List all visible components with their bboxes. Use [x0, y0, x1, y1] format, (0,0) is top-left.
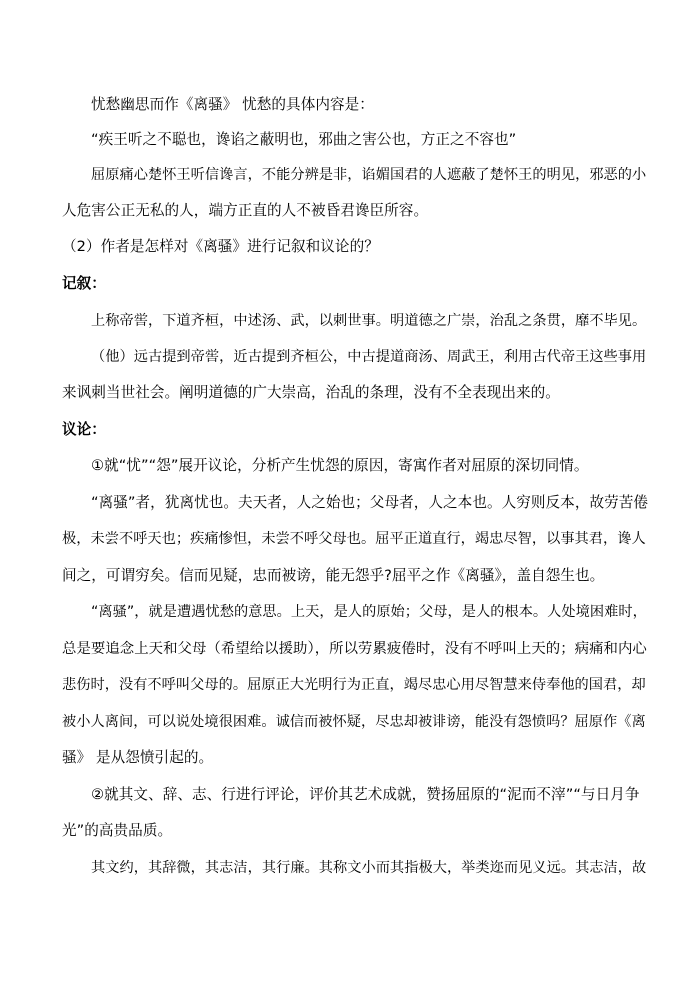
paragraph-line: 极，未尝不呼天也；疾痛惨怛，未尝不呼父母也。屈平正道直行，竭忠尽智，以事其君，谗人 — [62, 531, 646, 547]
question-heading: （2）作者是怎样对《离骚》进行记叙和议论的？ — [62, 238, 379, 255]
paragraph-line: 来讽刺当世社会。阐明道德的广大崇高，治乱的条理，没有不全表现出来的。 — [62, 384, 560, 401]
paragraph-line: 光”的高贵品质。 — [62, 822, 173, 839]
paragraph-line: 人危害公正无私的人，端方正直的人不被昏君谗臣所容。 — [62, 202, 429, 219]
paragraph-line: “离骚”者，犹离忧也。夫天者，人之始也；父母者，人之本也。人穷则反本，故劳苦倦 — [91, 494, 649, 511]
paragraph-line: （他）远古提到帝喾，近古提到齐桓公，中古提道商汤、周武王，利用古代帝王这些事用 — [91, 349, 647, 365]
paragraph-line: 其文约，其辞微，其志洁，其行廉。其称文小而其指极大，举类迩而见义远。其志洁，故 — [91, 860, 647, 876]
paragraph-line: ②就其文、辞、志、行进行评论，评价其艺术成就，赞扬屈原的“泥而不滓”“与日月争 — [91, 786, 640, 803]
paragraph-line: 悲伤时，没有不呼叫父母的。屈原正大光明行为正直，竭尽忠心用尽智慧来侍奉他的国君，却 — [62, 677, 646, 693]
paragraph-line: 骚》 是从怨愤引起的。 — [62, 749, 214, 766]
paragraph-line: 屈原痛心楚怀王听信谗言，不能分辨是非，谄媚国君的人遮蔽了楚怀王的明见，邪恶的小 — [91, 167, 647, 183]
paragraph-line: 间之，可谓穷矣。信而见疑，忠而被谤，能无怨乎?屈平之作《离骚》，盖自怨生也。 — [62, 567, 605, 584]
paragraph-line: “离骚”，就是遭遇忧愁的意思。上天，是人的原始；父母，是人的根本。人处境困难时， — [91, 604, 647, 620]
paragraph-line: 总是要追念上天和父母（希望给以援助），所以劳累疲倦时，没有不呼叫上天的；病痛和内心 — [62, 641, 647, 657]
paragraph-line: 忧愁幽思而作《离骚》 忧愁的具体内容是： — [91, 96, 374, 113]
paragraph-line: ①就“忧”“怨”展开议论，分析产生忧怨的原因，寄寓作者对屈原的深切同情。 — [91, 457, 589, 474]
quote-line: “疾王听之不聪也，谗谄之蔽明也，邪曲之害公也，方正之不容也” — [91, 131, 517, 148]
paragraph-line: 被小人离间，可以说处境很困难。诚信而被怀疑，尽忠却被诽谤，能没有怨愤吗？屈原作《离 — [62, 714, 646, 730]
section-heading-narrative: 记叙： — [62, 275, 106, 292]
section-heading-discussion: 议论： — [62, 421, 106, 438]
paragraph-line: 上称帝喾，下道齐桓，中述汤、武，以刺世事。明道德之广崇，治乱之条贯，靡不毕见。 — [91, 313, 647, 329]
